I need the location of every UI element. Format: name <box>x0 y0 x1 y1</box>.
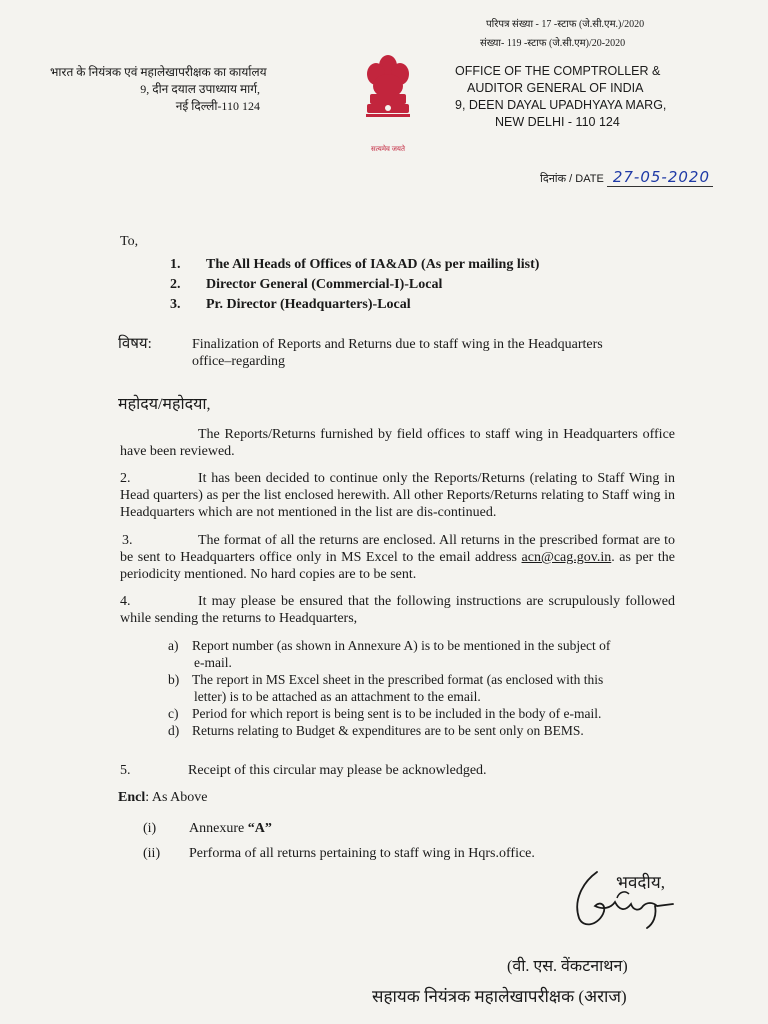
signature <box>545 862 685 942</box>
recipient-list <box>170 255 539 315</box>
recipient-text: Director General (Commercial-I)-Local <box>206 277 443 292</box>
salutation: महोदय/महोदया, <box>118 396 211 413</box>
office-hindi-line1: भारत के नियंत्रक एवं महालेखापरीक्षक का कार्यालय <box>50 65 267 79</box>
instruction-item <box>168 637 610 654</box>
letter-number: संख्या- 119 -स्टाफ (जे.सी.एम)/20-2020 <box>480 38 626 49</box>
national-emblem <box>358 44 418 154</box>
enclosure-text: Performa of all returns pertaining to staff wing in Hqrs.office. <box>189 846 535 861</box>
paragraph-3 <box>120 532 675 583</box>
paragraph-1-text: The Reports/Returns furnished by field offices to staff wing in Headquarters office have been reviewed. <box>120 427 675 459</box>
paragraph-3-text-end: . as per the periodicity mentioned. No hard copies are to be sent. <box>120 550 675 582</box>
paragraph-1 <box>120 426 675 460</box>
instruction-mark: c) <box>168 706 179 721</box>
lion-capital-icon <box>358 44 418 144</box>
recipient-number: 2. <box>170 277 181 292</box>
email-link[interactable]: acn@cag.gov.in <box>521 550 612 565</box>
signatory-designation: सहायक नियंत्रक महालेखापरीक्षक (अराज) <box>372 987 627 1006</box>
paragraph-2 <box>120 470 675 521</box>
office-hindi-line2: 9, दीन दयाल उपाध्याय मार्ग, <box>140 82 260 96</box>
subject-line2: office–regarding <box>192 354 286 369</box>
paragraph-3-number: 3. <box>122 533 133 548</box>
instruction-list <box>168 637 610 739</box>
paragraph-5-text: Receipt of this circular may please be acknowledged. <box>188 763 487 778</box>
to-label: To, <box>120 234 139 249</box>
circular-number: परिपत्र संख्या - 17 -स्टाफ (जे.सी.एम.)/2020 <box>486 19 645 30</box>
recipient-item <box>170 275 539 295</box>
paragraph-2-number: 2. <box>120 471 131 486</box>
instruction-item <box>168 705 610 722</box>
enclosure-item <box>143 841 535 866</box>
enclosure-value: : As Above <box>145 790 208 805</box>
instruction-mark: d) <box>168 723 180 738</box>
handwritten-signature-icon <box>545 862 685 942</box>
recipient-number: 1. <box>170 257 181 272</box>
office-eng-line2: AUDITOR GENERAL OF INDIA <box>467 81 644 95</box>
signatory-name: (वी. एस. वेंकटनाथन) <box>507 958 628 975</box>
office-address-hindi <box>50 64 267 115</box>
emblem-motto: सत्यमेव जयते <box>371 145 405 153</box>
enclosure-text: Annexure <box>189 821 248 836</box>
office-eng-line1: OFFICE OF THE COMPTROLLER & <box>455 64 661 78</box>
paragraph-4-number: 4. <box>120 594 131 609</box>
enclosure-number: (ii) <box>143 846 161 861</box>
instruction-line: Report number (as shown in Annexure A) is to be mentioned in the subject of <box>192 638 611 653</box>
instruction-mark: b) <box>168 672 180 687</box>
paragraph-4 <box>120 593 675 627</box>
enclosure-label: Encl <box>118 790 146 805</box>
instruction-line: Period for which report is being sent is to be included in the body of e-mail. <box>192 706 602 721</box>
date-line <box>540 168 713 187</box>
recipient-item <box>170 295 539 315</box>
closing: भवदीय, <box>616 873 665 892</box>
enclosure-heading <box>118 790 207 806</box>
office-eng-line4: NEW DELHI - 110 124 <box>495 115 620 129</box>
recipient-text: The All Heads of Offices of IA&AD (As per mailing list) <box>206 257 540 272</box>
enclosure-text-bold: “A” <box>247 821 272 836</box>
recipient-item <box>170 255 539 275</box>
instruction-item <box>168 722 610 739</box>
subject-text <box>192 336 676 370</box>
recipient-number: 3. <box>170 297 181 312</box>
recipient-text: Pr. Director (Headquarters)-Local <box>206 297 411 312</box>
paragraph-2-text: It has been decided to continue only the Reports/Returns (relating to Staff Wing in Head quarters) as per the list enclosed herewith. All other Reports/Returns relating to Staff wing in Headquarters which are not mentioned in the list are dis-continued. <box>120 471 675 520</box>
instruction-continuation: e-mail. <box>194 655 232 670</box>
instruction-item <box>168 671 610 688</box>
instruction-line: Returns relating to Budget & expenditures are to be sent only on BEMS. <box>192 723 584 738</box>
office-eng-line3: 9, DEEN DAYAL UPADHYAYA MARG, <box>455 98 667 112</box>
enclosure-item <box>143 816 535 841</box>
instruction-mark: a) <box>168 638 179 653</box>
office-hindi-line3: नई दिल्ली-110 124 <box>175 99 260 113</box>
office-address-english <box>455 63 666 131</box>
date-label: दिनांक / DATE <box>540 173 604 185</box>
enclosure-number: (i) <box>143 821 157 836</box>
instruction-line: The report in MS Excel sheet in the prescribed format (as enclosed with this <box>192 672 604 687</box>
subject-line1: Finalization of Reports and Returns due to staff wing in the Headquarters <box>192 337 603 352</box>
subject-label: विषय: <box>118 336 152 352</box>
date-value: 27-05-2020 <box>607 168 713 187</box>
paragraph-5-number: 5. <box>120 763 131 778</box>
paragraph-4-text: It may please be ensured that the following instructions are scrupulously followed while sending the returns to Headquarters, <box>120 594 675 626</box>
paragraph-3-text: The format of all the returns are enclosed. All returns in the prescribed format are to be sent to Headquarters office only in MS Excel to the email address <box>120 533 675 565</box>
instruction-continuation: letter) is to be attached as an attachment to the email. <box>194 689 481 704</box>
paragraph-5 <box>120 763 487 779</box>
enclosure-list <box>143 816 535 866</box>
